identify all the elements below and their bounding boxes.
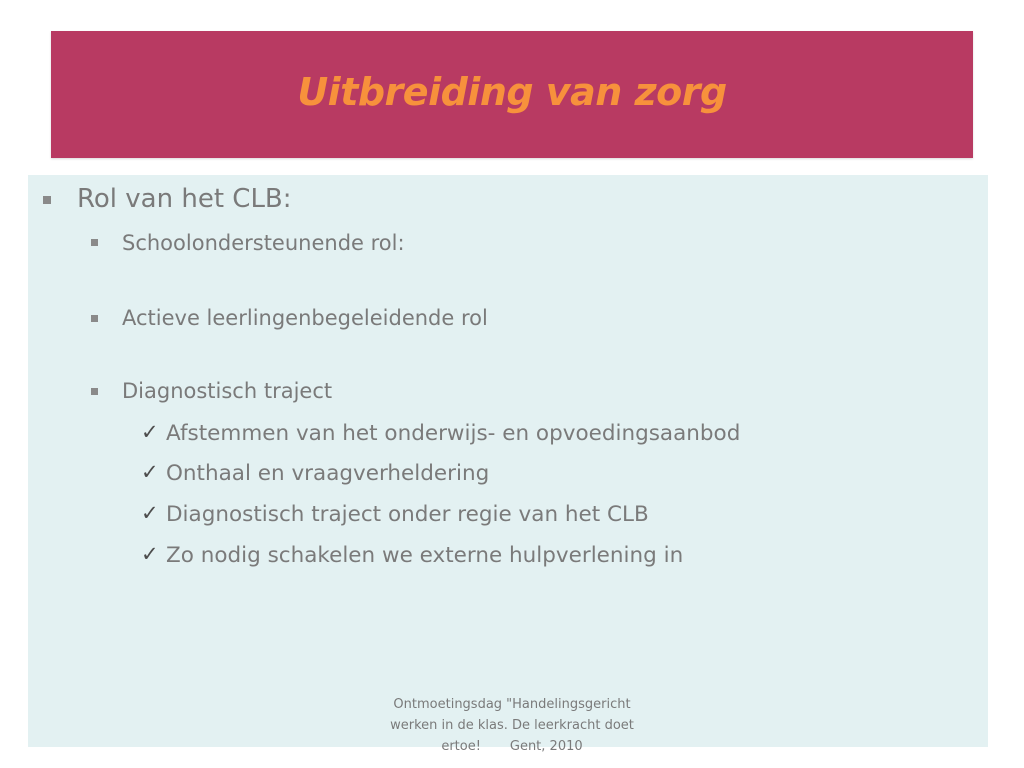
list-item-school: Schoolondersteunende rol:	[122, 231, 405, 255]
heading-bullet: Rol van het CLB:	[77, 184, 292, 214]
list-item-diagnostisch: Diagnostisch traject	[122, 379, 333, 403]
checkmark-icon: ✓	[141, 501, 159, 525]
checkmark-icon: ✓	[141, 542, 159, 566]
checkmark-icon: ✓	[141, 420, 159, 444]
content-area	[28, 175, 988, 747]
bullet-square-icon	[91, 388, 98, 395]
checklist-item: Zo nodig schakelen we externe hulpverlening in	[166, 543, 684, 568]
bullet-square-icon	[43, 196, 51, 204]
checkmark-icon: ✓	[141, 460, 159, 484]
slide-footer: Ontmoetingsdag "Handelingsgericht werken in de klas. De leerkracht doet ertoe! Gent, 2010	[390, 697, 639, 754]
checklist-item: Diagnostisch traject onder regie van het CLB	[166, 502, 649, 527]
list-item-leerling: Actieve leerlingenbegeleidende rol	[122, 306, 488, 330]
bullet-square-icon	[91, 315, 98, 322]
bullet-square-icon	[91, 239, 98, 246]
checklist-item: Onthaal en vraagverheldering	[166, 461, 490, 486]
slide-title: Uitbreiding van zorg	[297, 69, 727, 114]
checklist-item: Afstemmen van het onderwijs- en opvoedingsaanbod	[166, 421, 741, 446]
title-banner	[51, 31, 973, 158]
